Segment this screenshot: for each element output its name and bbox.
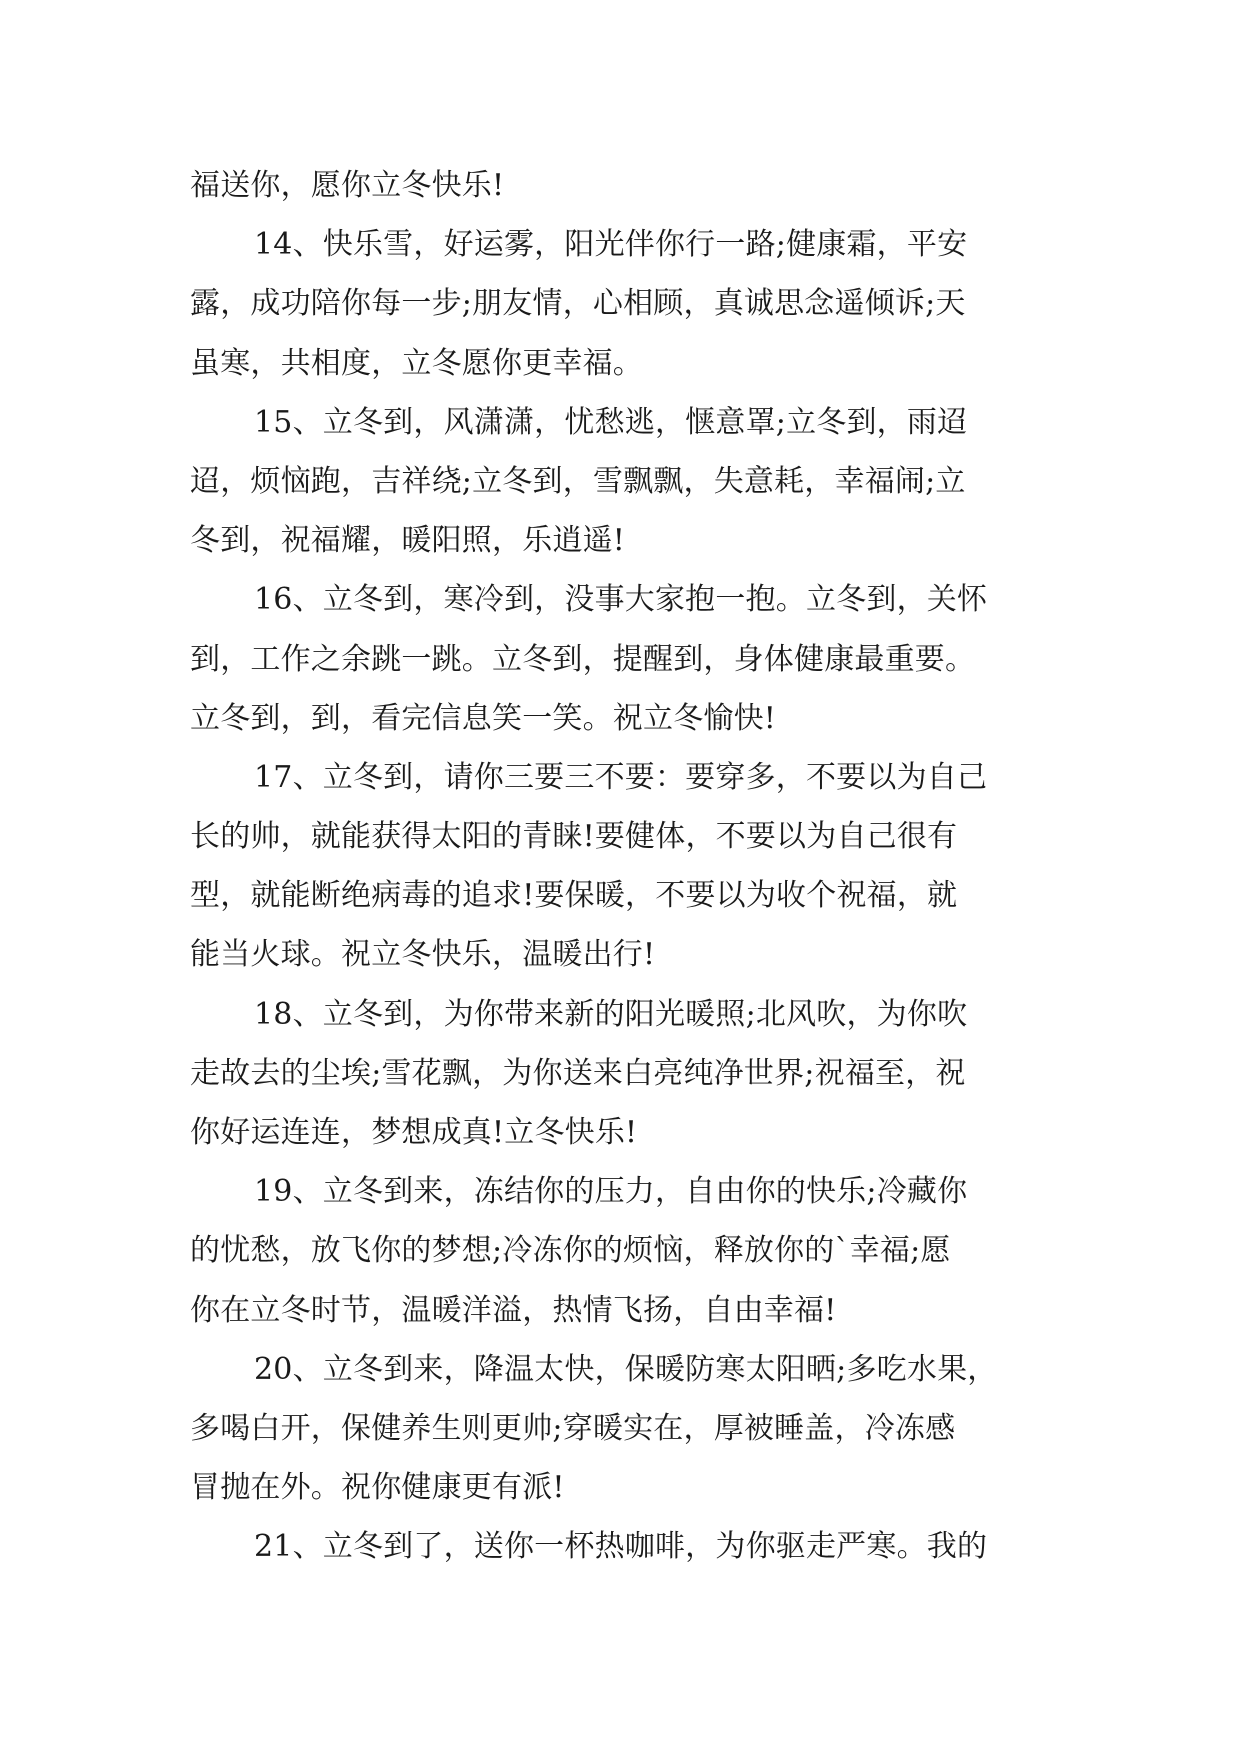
- text-line: 到，工作之余跳一跳。立冬到，提醒到，身体健康最重要。: [190, 641, 976, 677]
- paragraph: [190, 1517, 1060, 1576]
- paragraph: [190, 393, 1060, 571]
- paragraph: [190, 215, 1060, 393]
- text-line: 迢，烦恼跑，吉祥绕;立冬到，雪飘飘，失意耗，幸福闹;立: [190, 463, 966, 499]
- text-line: 露，成功陪你每一步;朋友情，心相顾，真诚思念遥倾诉;天: [190, 286, 966, 322]
- text-line: 冒抛在外。祝你健康更有派!: [190, 1470, 565, 1506]
- text-line: 多喝白开，保健养生则更帅;穿暖实在，厚被睡盖，冷冻感: [190, 1410, 956, 1446]
- paragraph: [190, 1162, 1060, 1340]
- text-line: 的忧愁，放飞你的梦想;冷冻你的烦恼，释放你的`幸福;愿: [190, 1233, 951, 1269]
- text-line: 福送你，愿你立冬快乐!: [190, 168, 505, 203]
- paragraph: [190, 985, 1060, 1163]
- text-line: 18、立冬到，为你带来新的阳光暖照;北风吹，为你吹: [254, 996, 968, 1032]
- text-line: 14、快乐雪，好运雾，阳光伴你行一路;健康霜，平安: [254, 227, 968, 263]
- text-line: 能当火球。祝立冬快乐，温暖出行!: [190, 937, 656, 973]
- text-line: 走故去的尘埃;雪花飘，为你送来白亮纯净世界;祝福至，祝: [190, 1055, 966, 1091]
- text-line: 你在立冬时节，温暖洋溢，热情飞扬，自由幸福!: [190, 1292, 837, 1328]
- text-line: 17、立冬到，请你三要三不要：要穿多，不要以为自己: [254, 759, 988, 795]
- text-line: 冬到，祝福耀，暖阳照，乐逍遥!: [190, 523, 626, 559]
- text-line: 16、立冬到，寒冷到，没事大家抱一抱。立冬到，关怀: [254, 582, 988, 618]
- text-line: 型，就能断绝病毒的追求!要保暖，不要以为收个祝福，就: [190, 878, 958, 914]
- text-line: 立冬到，到，看完信息笑一笑。祝立冬愉快!: [190, 700, 777, 736]
- text-line: 长的帅，就能获得太阳的青睐!要健体，不要以为自己很有: [190, 819, 958, 855]
- text-line: 虽寒，共相度，立冬愿你更幸福。: [190, 345, 643, 381]
- paragraph: [190, 156, 1060, 215]
- text-line: 19、立冬到来，冻结你的压力，自由你的快乐;冷藏你: [254, 1174, 968, 1210]
- text-line: 15、立冬到，风潇潇，忧愁逃，惬意罩;立冬到，雨迢: [254, 404, 968, 440]
- paragraph: [190, 748, 1060, 985]
- paragraph: [190, 1340, 1060, 1518]
- text-line: 21、立冬到了，送你一杯热咖啡，为你驱走严寒。我的: [254, 1529, 988, 1565]
- document-body: [190, 156, 1060, 1577]
- text-line: 20、立冬到来，降温太快，保暖防寒太阳晒;多吃水果，: [254, 1351, 998, 1387]
- text-line: 你好运连连，梦想成真!立冬快乐!: [190, 1115, 638, 1150]
- paragraph: [190, 570, 1060, 748]
